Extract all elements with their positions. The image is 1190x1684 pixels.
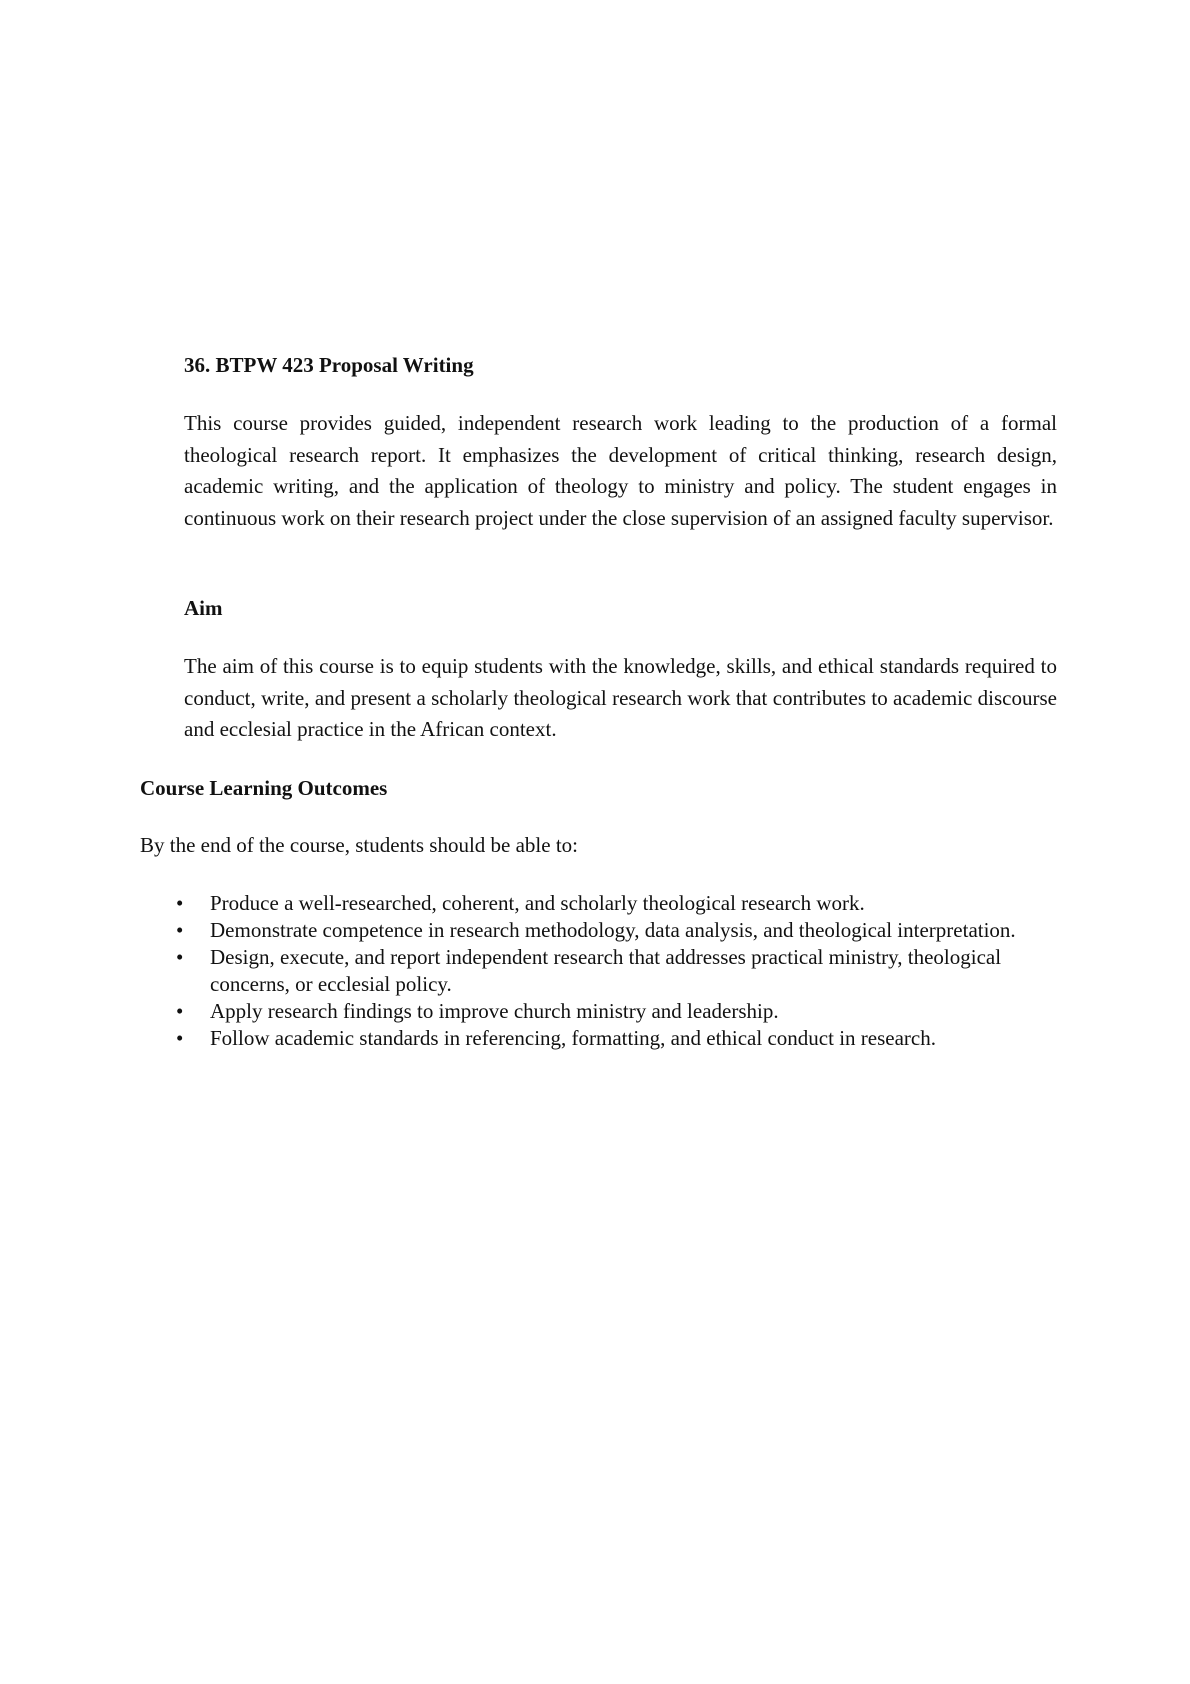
bullet-icon: • [176,1026,184,1050]
aim-paragraph: The aim of this course is to equip students with the knowledge, skills, and ethical standards required to conduct, write, and present a scholarly theological research work that contributes to academic discourse and ecclesial practice in the African context. [184,654,1057,741]
outcome-item [140,1025,1040,1052]
course-title: 36. BTPW 423 Proposal Writing [184,353,474,377]
bullet-icon: • [176,945,184,969]
learning-outcomes-heading: Course Learning Outcomes [140,776,388,800]
outcome-item [140,944,1040,998]
outcome-text: Demonstrate competence in research methodology, data analysis, and theological interpretation. [210,918,1016,942]
outcome-text: Design, execute, and report independent research that addresses practical ministry, theological concerns, or ecclesial policy. [210,945,1002,996]
course-description: This course provides guided, independent research work leading to the production of a formal theological research report. It emphasizes the development of critical thinking, research design, academic writing, and the application of theology to ministry and policy. The student engages in continuous work on their research project under the close supervision of an assigned faculty supervisor. [184,411,1057,530]
outcome-item [140,998,1040,1025]
bullet-icon: • [176,891,184,915]
aim-heading: Aim [184,596,223,620]
outcome-item [140,917,1040,944]
bullet-icon: • [176,918,184,942]
outcome-item [140,890,1040,917]
bullet-icon: • [176,999,184,1023]
outcome-text: Follow academic standards in referencing, formatting, and ethical conduct in research. [210,1026,936,1050]
outcome-text: Apply research findings to improve church ministry and leadership. [210,999,779,1023]
learning-outcomes-intro: By the end of the course, students should be able to: [140,833,578,857]
outcome-text: Produce a well-researched, coherent, and scholarly theological research work. [210,891,865,915]
learning-outcomes-list [140,890,1040,1052]
